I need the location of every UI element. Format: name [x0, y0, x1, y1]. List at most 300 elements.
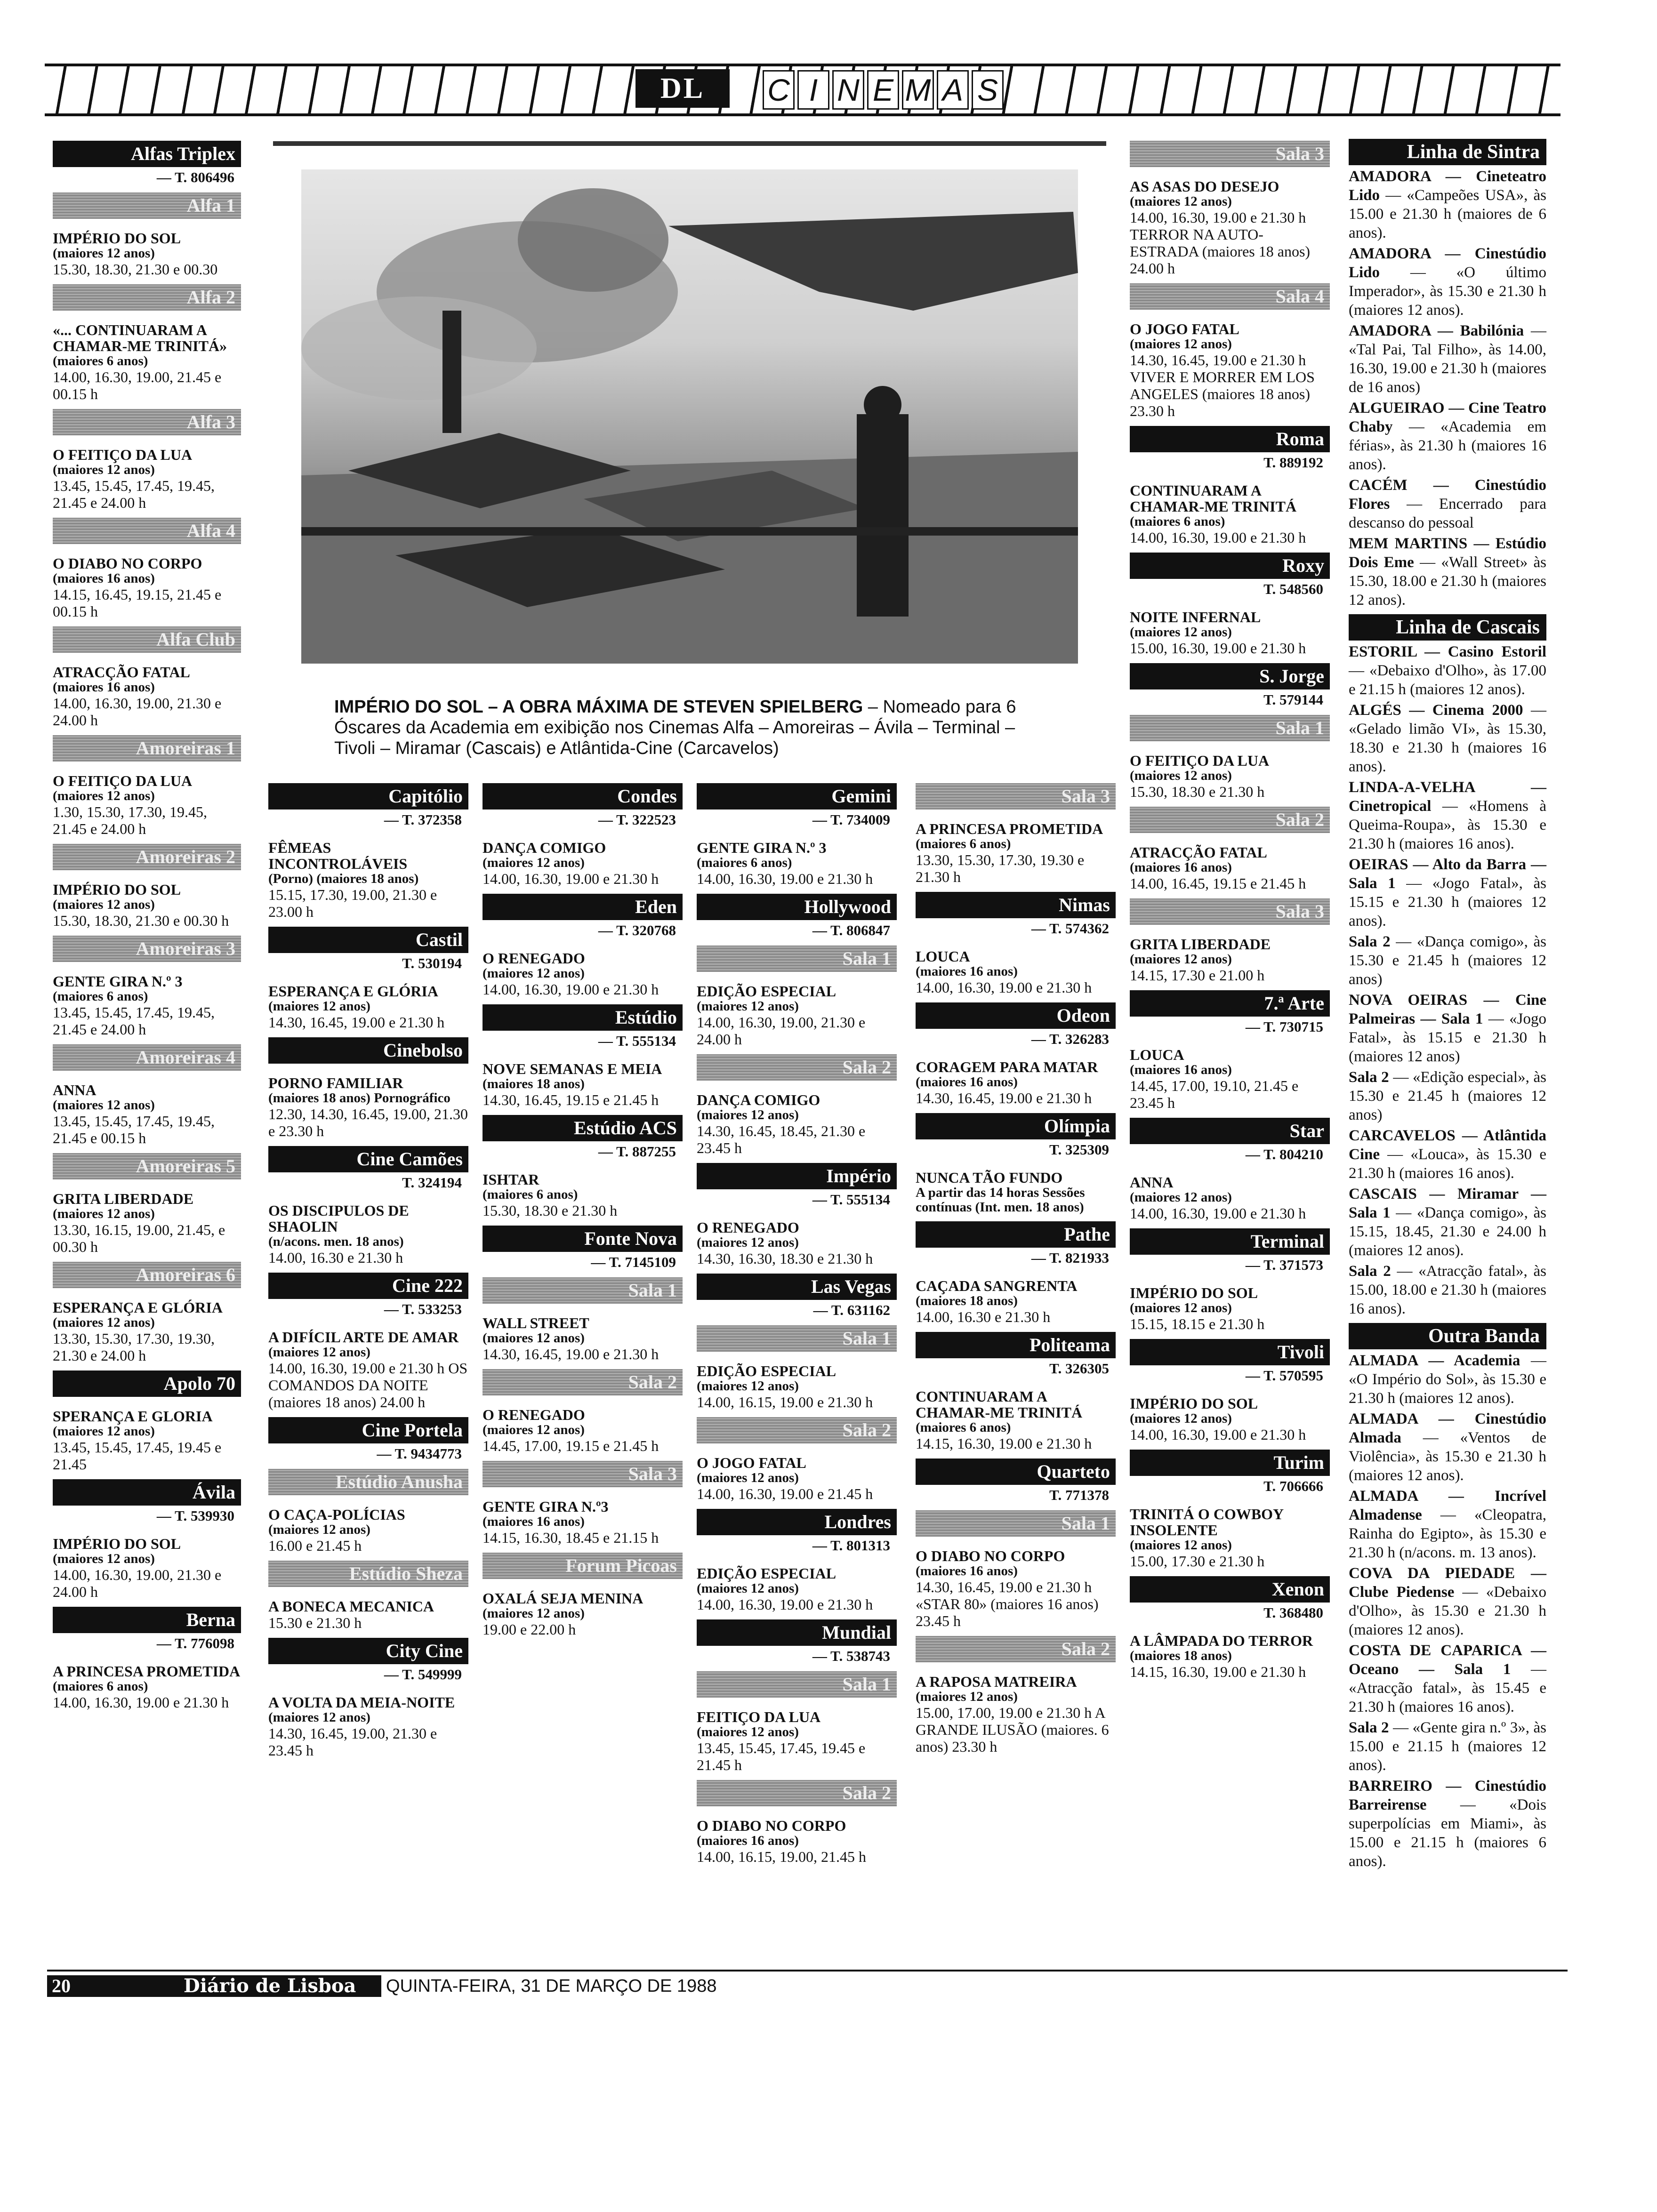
venue-program: — «Dança comigo», às 15.30 e 21.45 h (maiores 12 anos) — [1349, 933, 1546, 988]
showtimes: 14.30, 16.45, 19.00 e 21.30 h «STAR 80» (maiores 16 anos) 23.45 h — [916, 1579, 1099, 1629]
cinema-listing — [53, 626, 241, 729]
cinema-listing — [483, 894, 683, 998]
cinema-name-bar: Sala 2 — [697, 1417, 897, 1443]
regional-listing — [1349, 855, 1546, 930]
age-rating: (maiores 12 anos) — [1130, 194, 1232, 209]
cinema-phone: — T. 555134 — [598, 1033, 676, 1049]
venue-program: — «Tal Pai, Tal Filho», às 14.00, 16.30, 19.00 e 21.30 h (maiores de 16 anos) — [1349, 322, 1547, 396]
showtimes: 14.00, 16.15, 19.00 e 21.30 h — [697, 1394, 873, 1411]
cinema-name-bar: Sala 3 — [916, 783, 1116, 809]
cinema-name-bar: Gemini — [697, 783, 897, 809]
venue-program: — «Homens à Queima-Roupa», às 15.30 e 21.30 h (maiores 16 anos). — [1349, 798, 1546, 852]
showtimes: 13.30, 16.15, 19.00, 21.45, e 00.30 h — [53, 1221, 225, 1255]
regional-listing — [1349, 244, 1546, 320]
title-letter: S — [972, 70, 1004, 110]
film-title: CORAGEM PARA MATAR — [916, 1058, 1098, 1075]
venue-program: — «Dança comigo», às 15.15, 18.45, 21.30 e 24.00 h (maiores 12 anos). — [1349, 1204, 1546, 1259]
age-rating: (n/acons. men. 18 anos) — [268, 1234, 404, 1249]
cinema-name-bar: Star — [1130, 1118, 1330, 1144]
film-title: EDIÇÃO ESPECIAL — [697, 1362, 837, 1379]
cinema-phone: — T. 539930 — [156, 1507, 234, 1524]
film-title: ANNA — [1130, 1174, 1174, 1191]
age-rating: (maiores 6 anos) — [697, 855, 792, 870]
cinema-name-bar: 7.ª Arte — [1130, 990, 1330, 1017]
age-rating: (maiores 12 anos) — [1130, 952, 1232, 967]
cinema-phone: — T. 549999 — [384, 1666, 462, 1683]
footer-bar — [47, 1975, 381, 1997]
cinema-phone: — T. 574362 — [1031, 920, 1109, 937]
showtimes: 14.30, 16.45, 19.00 e 21.30 h — [916, 1090, 1092, 1106]
photo-frame — [273, 141, 1106, 697]
page-number: 20 — [52, 1975, 71, 1996]
age-rating: (maiores 12 anos) — [483, 1606, 585, 1621]
cinema-name-bar: Xenon — [1130, 1576, 1330, 1603]
cinema-listing — [697, 1780, 897, 1865]
cinema-listing — [697, 1619, 897, 1665]
age-rating: (maiores 12 anos) — [697, 1107, 799, 1122]
cinema-phone: — T. 804210 — [1245, 1146, 1323, 1162]
region-header: Linha de Sintra — [1349, 139, 1546, 165]
newspaper-logo: DL — [635, 69, 730, 108]
film-title: IMPÉRIO DO SOL — [1130, 1395, 1258, 1412]
cinema-name-bar: Sala 2 — [697, 1780, 897, 1806]
cinema-listing — [53, 409, 241, 511]
film-title: FÊMEAS INCONTROLÁVEIS — [268, 839, 408, 872]
showtimes: 15.30, 18.30, 21.30 e 00.30 h — [53, 912, 229, 929]
venue-program: — «Gente gira n.º 3», às 15.00 e 21.15 h (maiores 12 anos). — [1349, 1719, 1546, 1774]
cinema-phone: — T. 570595 — [1245, 1367, 1323, 1384]
age-rating: (maiores 12 anos) — [1130, 337, 1232, 352]
cinema-listing — [53, 735, 241, 837]
cinema-name-bar: Alfa 4 — [53, 518, 241, 544]
cinema-name-bar: Alfa 3 — [53, 409, 241, 435]
venue-name: BARREIRO — Cinestúdio Barreirense — [1349, 1778, 1546, 1813]
regional-listing — [1349, 991, 1546, 1066]
regional-listing — [1349, 1126, 1546, 1183]
film-title: GRITA LIBERDADE — [53, 1190, 194, 1207]
cinema-name-bar: Sala 4 — [1130, 283, 1330, 310]
cinema-listing — [1130, 715, 1330, 800]
age-rating: (maiores 12 anos) — [53, 246, 155, 261]
venue-name: Sala 2 — [1349, 1719, 1389, 1736]
age-rating: (maiores 6 anos) — [53, 989, 148, 1004]
venue-program: — «Debaixo d'Olho», às 15.30 e 21.30 h (maiores 12 anos). — [1349, 1584, 1547, 1638]
cinema-name-bar: Amoreiras 5 — [53, 1153, 241, 1179]
cinema-listing — [268, 1146, 468, 1266]
film-title: OXALÁ SEJA MENINA — [483, 1590, 643, 1607]
cinema-name-bar: Estúdio ACS — [483, 1115, 683, 1141]
age-rating: (maiores 18 anos) — [916, 1293, 1018, 1308]
film-title: LOUCA — [1130, 1046, 1184, 1063]
venue-program: — «Atracção fatal», às 15.00, 18.00 e 21.30 h (maiores 16 anos). — [1349, 1263, 1546, 1317]
age-rating: (maiores 6 anos) — [53, 1679, 148, 1694]
age-rating: (maiores 16 anos) — [483, 1514, 585, 1529]
venue-name: Sala 2 — [1349, 933, 1391, 950]
cinema-listing — [483, 1277, 683, 1362]
venue-name: COVA DA PIEDADE — Clube Piedense — [1349, 1565, 1546, 1601]
caption-headline: IMPÉRIO DO SOL – A OBRA MÁXIMA DE STEVEN SPIELBERG — [334, 697, 863, 717]
cinema-listing — [916, 1636, 1116, 1755]
age-rating: (maiores 12 anos) — [53, 1098, 155, 1113]
showtimes: 14.00, 16.30, 19.00, 21.30 e 24.00 h — [697, 1014, 866, 1048]
cinema-phone: T. 326305 — [1049, 1360, 1109, 1377]
cinema-phone: T. 706666 — [1263, 1478, 1323, 1494]
cinema-listing — [1130, 426, 1330, 546]
cinema-listing — [268, 1561, 468, 1631]
showtimes: 14.30, 16.30, 18.30 e 21.30 h — [697, 1250, 873, 1267]
showtimes: 12.30, 14.30, 16.45, 19.00, 21.30 e 23.30 h — [268, 1106, 468, 1139]
caption-text: – Nomeado para 6 Óscares da Academia em exibição nos Cinemas Alfa – Amoreiras – Ávila – Terminal – Tivoli – Miramar (Cascais) e Atlântida-Cine (Carcavelos) — [334, 697, 1016, 758]
age-rating: (maiores 18 anos) — [483, 1076, 585, 1091]
showtimes: 14.00, 16.30, 19.00 e 21.45 h — [697, 1485, 873, 1502]
showtimes: 14.30, 16.45, 19.00 e 21.30 h — [268, 1014, 445, 1031]
showtimes: 14.15, 16.30, 19.00 e 21.30 h — [1130, 1663, 1306, 1680]
showtimes: 14.00, 16.30 e 21.30 h — [916, 1308, 1051, 1325]
showtimes: 14.00, 16.30, 19.00, 21.45 e 00.15 h — [53, 369, 222, 402]
regional-listing — [1349, 1351, 1546, 1408]
cinema-phone: — T. 776098 — [156, 1635, 234, 1651]
film-title: PORNO FAMILIAR — [268, 1074, 403, 1091]
age-rating: (maiores 12 anos) — [53, 897, 155, 912]
cinema-listing — [483, 1115, 683, 1219]
cinema-phone: — T. 9434773 — [377, 1445, 462, 1462]
issue-date: QUINTA-FEIRA, 31 DE MARÇO DE 1988 — [386, 1976, 717, 1996]
section-title — [763, 70, 1006, 108]
cinema-name-bar: Sala 1 — [697, 946, 897, 972]
cinema-listing — [483, 783, 683, 887]
age-rating: (maiores 16 anos) — [916, 1074, 1018, 1090]
cinema-name-bar: Sala 3 — [483, 1461, 683, 1487]
regional-listing — [1349, 1641, 1546, 1716]
cinema-name-bar: Sala 2 — [1130, 807, 1330, 833]
cinema-name-bar: Nimas — [916, 892, 1116, 918]
cinema-name-bar: Sala 1 — [916, 1510, 1116, 1537]
showtimes: 13.45, 15.45, 17.45, 19.45 e 21.45 h — [697, 1739, 866, 1773]
cinema-name-bar: Estúdio — [483, 1004, 683, 1031]
cinema-listing — [268, 783, 468, 920]
cinema-listing — [483, 1004, 683, 1108]
age-rating: (maiores 12 anos) — [53, 462, 155, 477]
cinema-listing — [916, 1459, 1116, 1504]
venue-program: — «Ventos de Violência», às 15.30 e 21.30 h (maiores 12 anos). — [1349, 1429, 1546, 1484]
column-regional — [1349, 134, 1546, 1871]
cinema-name-bar: S. Jorge — [1130, 663, 1330, 689]
film-title: GENTE GIRA N.º3 — [483, 1498, 609, 1515]
age-rating: (maiores 12 anos) — [916, 1689, 1018, 1704]
cinema-name-bar: Forum Picoas — [483, 1553, 683, 1579]
cinema-name-bar: Mundial — [697, 1619, 897, 1646]
film-still-photo — [301, 169, 1078, 664]
section-banner — [45, 64, 1560, 116]
age-rating: (maiores 6 anos) — [916, 836, 1011, 851]
cinema-name-bar: Sala 3 — [1130, 898, 1330, 925]
showtimes: 14.15, 16.30, 19.00 e 21.30 h — [916, 1435, 1092, 1452]
film-title: O DIABO NO CORPO — [916, 1547, 1065, 1564]
venue-name: ESTORIL — Casino Estoril — [1349, 643, 1546, 660]
cinema-listing — [53, 844, 241, 929]
venue-name: CACÉM — Cinestúdio Flores — [1349, 477, 1546, 513]
cinema-listing — [916, 1221, 1116, 1325]
cinema-name-bar: Sala 1 — [697, 1325, 897, 1352]
age-rating: (maiores 12 anos) — [697, 999, 799, 1014]
venue-program: — «Edição especial», às 15.30 e 21.45 h (maiores 12 anos) — [1349, 1069, 1546, 1123]
cinema-listing — [1130, 990, 1330, 1111]
cinema-name-bar: Terminal — [1130, 1228, 1330, 1255]
cinema-listing — [1130, 898, 1330, 984]
film-title: NUNCA TÃO FUNDO — [916, 1169, 1063, 1186]
showtimes: 13.45, 15.45, 17.45, 19.45 e 21.45 — [53, 1439, 222, 1473]
film-title: OS DISCIPULOS DE SHAOLIN — [268, 1202, 409, 1235]
cinema-name-bar: Amoreiras 1 — [53, 735, 241, 761]
age-rating: (maiores 12 anos) — [268, 1345, 370, 1360]
film-title: IMPÉRIO DO SOL — [53, 230, 181, 247]
age-rating: (maiores 12 anos) — [483, 855, 585, 870]
venue-program: — «Debaixo d'Olho», às 17.00 e 21.15 h (maiores 12 anos). — [1349, 662, 1546, 698]
cinema-phone: T. 324194 — [402, 1174, 462, 1191]
venue-name: CASCAIS — Miramar — Sala 1 — [1349, 1186, 1546, 1221]
cinema-name-bar: Sala 2 — [483, 1369, 683, 1395]
age-rating: A partir das 14 horas Sessões contínuas (Int. men. 18 anos) — [916, 1185, 1085, 1215]
film-title: DANÇA COMIGO — [483, 839, 606, 856]
venue-name: OEIRAS — Alto da Barra — Sala 1 — [1349, 856, 1546, 892]
cinema-name-bar: Apolo 70 — [53, 1370, 241, 1397]
column-cinemas-c — [483, 777, 683, 1638]
cinema-listing — [916, 783, 1116, 885]
cinema-listing — [268, 1417, 468, 1462]
cinema-listing — [1130, 283, 1330, 419]
cinema-name-bar: Londres — [697, 1509, 897, 1535]
cinema-name-bar: Alfa Club — [53, 626, 241, 653]
showtimes: 16.00 e 21.45 h — [268, 1537, 362, 1554]
age-rating: (maiores 12 anos) — [1130, 1538, 1232, 1553]
regional-listing — [1349, 534, 1546, 609]
venue-program: — Encerrado para descanso do pessoal — [1349, 496, 1546, 531]
cinema-name-bar: Politeama — [916, 1332, 1116, 1358]
showtimes: 13.45, 15.45, 17.45, 19.45, 21.45 e 24.00 h — [53, 1004, 215, 1038]
film-title: A PRINCESA PROMETIDA — [53, 1663, 241, 1680]
age-rating: (maiores 12 anos) — [268, 999, 370, 1014]
film-title: TRINITÁ O COWBOY INSOLENTE — [1130, 1506, 1283, 1539]
cinema-name-bar: Estúdio Anusha — [268, 1469, 468, 1495]
cinema-listing — [53, 284, 241, 402]
cinema-listing — [1130, 141, 1330, 277]
cinema-listing — [268, 1469, 468, 1554]
regional-listing — [1349, 1185, 1546, 1260]
venue-program: — «Jogo Fatal», às 15.15 e 21.30 h (maiores 12 anos) — [1349, 1010, 1546, 1065]
venue-program: — «Atracção fatal», às 15.45 e 21.30 h (maiores 16 anos). — [1349, 1661, 1547, 1715]
cinema-phone: T. 771378 — [1049, 1487, 1109, 1503]
film-title: EDIÇÃO ESPECIAL — [697, 1565, 837, 1582]
age-rating: (maiores 12 anos) — [53, 1424, 155, 1439]
cinema-listing — [53, 1607, 241, 1711]
showtimes: 14.30, 16.45, 19.00 e 21.30 h — [483, 1346, 659, 1362]
cinema-phone: — T. 821933 — [1031, 1250, 1109, 1266]
cinema-phone: T. 368480 — [1263, 1604, 1323, 1621]
regional-listing — [1349, 932, 1546, 989]
film-title: DANÇA COMIGO — [697, 1091, 820, 1108]
showtimes: 13.45, 15.45, 17.45, 19.45, 21.45 e 00.15 h — [53, 1113, 215, 1146]
film-title: A LÂMPADA DO TERROR — [1130, 1632, 1313, 1649]
showtimes: 14.15, 16.30, 18.45 e 21.15 h — [483, 1529, 659, 1546]
venue-program: — «Dois superpolícias em Miami», às 15.00 e 21.15 h (maiores 6 anos). — [1349, 1796, 1546, 1870]
venue-name: COSTA DE CAPARICA — Oceano — Sala 1 — [1349, 1642, 1546, 1678]
showtimes: 14.30, 16.45, 19.00 e 21.30 h VIVER E MORRER EM LOS ANGELES (maiores 18 anos) 23.30 h — [1130, 352, 1315, 419]
age-rating: (maiores 16 anos) — [1130, 860, 1232, 875]
cinema-phone: — T. 320768 — [598, 922, 676, 938]
cinema-name-bar: Odeon — [916, 1002, 1116, 1029]
regional-listing — [1349, 1777, 1546, 1871]
showtimes: 14.30, 16.45, 19.15 e 21.45 h — [483, 1091, 659, 1108]
venue-program: — «Louca», às 15.30 e 21.30 h (maiores 16 anos). — [1349, 1146, 1546, 1182]
film-title: IMPÉRIO DO SOL — [53, 881, 181, 898]
film-title: EDIÇÃO ESPECIAL — [697, 983, 837, 1000]
cinema-listing — [268, 1037, 468, 1139]
film-title: AS ASAS DO DESEJO — [1130, 178, 1279, 195]
age-rating: (maiores 12 anos) — [53, 1551, 155, 1566]
cinema-listing — [268, 927, 468, 1031]
film-title: O JOGO FATAL — [697, 1454, 806, 1471]
venue-program: — «Jogo Fatal», às 15.15 e 21.30 h (maiores 12 anos). — [1349, 875, 1546, 930]
cinema-phone: — T. 326283 — [1031, 1031, 1109, 1047]
age-rating: (maiores 18 anos) Pornográfico — [268, 1090, 450, 1106]
cinema-name-bar: City Cine — [268, 1638, 468, 1664]
age-rating: (maiores 12 anos) — [1130, 625, 1232, 640]
film-title: ATRACÇÃO FATAL — [53, 664, 190, 681]
cinema-name-bar: Castil — [268, 927, 468, 953]
film-title: GENTE GIRA N.º 3 — [53, 973, 183, 990]
cinema-phone: T. 889192 — [1263, 454, 1323, 471]
cinema-listing — [483, 1461, 683, 1546]
cinema-listing — [53, 518, 241, 620]
venue-name: ALMADA — Incrível Almadense — [1349, 1488, 1546, 1523]
cinema-name-bar: Fonte Nova — [483, 1226, 683, 1252]
film-title: IMPÉRIO DO SOL — [1130, 1284, 1258, 1301]
cinema-listing — [483, 1553, 683, 1638]
film-title: LOUCA — [916, 948, 970, 965]
age-rating: (maiores 16 anos) — [697, 1833, 799, 1848]
cinema-name-bar: Roma — [1130, 426, 1330, 452]
cinema-name-bar: Alfa 1 — [53, 192, 241, 219]
cinema-listing — [697, 783, 897, 887]
venue-name: ALMADA — Cinestúdio Almada — [1349, 1411, 1546, 1446]
showtimes: 14.00, 16.30, 19.00 e 21.30 h — [697, 1596, 873, 1613]
film-title: WALL STREET — [483, 1314, 589, 1331]
cinema-name-bar: Sala 1 — [483, 1277, 683, 1304]
showtimes: 15.15, 18.15 e 21.30 h — [1130, 1315, 1265, 1332]
age-rating: (maiores 6 anos) — [53, 353, 148, 369]
cinema-listing — [916, 892, 1116, 996]
cinema-listing — [1130, 663, 1330, 708]
newspaper-name: Diário de Lisboa — [184, 1975, 356, 1997]
cinema-listing — [697, 894, 897, 939]
regional-listing — [1349, 1718, 1546, 1775]
venue-name: NOVA OEIRAS — Cine Palmeiras — Sala 1 — [1349, 992, 1546, 1027]
cinema-listing — [268, 1638, 468, 1759]
title-letter: E — [867, 70, 899, 110]
film-title: O RENEGADO — [483, 1406, 585, 1423]
showtimes: 14.00, 16.30, 19.00 e 21.30 h — [53, 1694, 229, 1711]
venue-name: CARCAVELOS — Atlântida Cine — [1349, 1127, 1546, 1163]
cinema-name-bar: Sala 3 — [1130, 141, 1330, 167]
showtimes: 15.30, 18.30 e 21.30 h — [483, 1202, 618, 1219]
age-rating: (maiores 6 anos) — [916, 1420, 1011, 1435]
cinema-name-bar: Olímpia — [916, 1113, 1116, 1139]
cinema-listing — [916, 1002, 1116, 1106]
regional-listing — [1349, 778, 1546, 853]
cinema-phone: — T. 533253 — [384, 1301, 462, 1317]
regional-listing — [1349, 1410, 1546, 1485]
age-rating: (maiores 12 anos) — [697, 1581, 799, 1596]
showtimes: 14.00, 16.30, 19.00 e 21.30 h — [483, 981, 659, 998]
cinema-phone: — T. 887255 — [598, 1143, 676, 1160]
venue-name: MEM MARTINS — Estúdio Dois Eme — [1349, 535, 1546, 571]
column-cinemas-d — [697, 777, 897, 1865]
cinema-name-bar: Alfa 2 — [53, 284, 241, 311]
cinema-listing — [697, 1274, 897, 1319]
venue-name: Sala 2 — [1349, 1263, 1391, 1280]
showtimes: 15.00, 17.00, 19.00 e 21.30 h A GRANDE ILUSÃO (maiores. 6 anos) 23.30 h — [916, 1704, 1109, 1755]
cinema-listing — [53, 1044, 241, 1146]
showtimes: 14.00, 16.30, 19.00, 21.30 e 24.00 h — [53, 1566, 222, 1600]
cinema-name-bar: Sala 1 — [1130, 715, 1330, 741]
showtimes: 14.00, 16.30, 19.00 e 21.30 h TERROR NA AUTO-ESTRADA (maiores 18 anos) 24.00 h — [1130, 209, 1311, 277]
column-cinemas-a — [53, 134, 241, 1711]
film-title: A DIFÍCIL ARTE DE AMAR — [268, 1329, 459, 1346]
regional-listing — [1349, 476, 1546, 532]
showtimes: 15.00, 16.30, 19.00 e 21.30 h — [1130, 640, 1306, 657]
showtimes: 13.30, 15.30, 17.30, 19.30 e 21.30 h — [916, 851, 1085, 885]
venue-program: — «Wall Street» às 15.30, 18.00 e 21.30 h (maiores 12 anos). — [1349, 554, 1547, 609]
film-title: ANNA — [53, 1082, 97, 1098]
cinema-name-bar: Amoreiras 6 — [53, 1262, 241, 1288]
film-title: NOITE INFERNAL — [1130, 609, 1261, 625]
venue-program: — «O último Imperador», às 15.30 e 21.30 h (maiores 12 anos). — [1349, 264, 1546, 319]
film-title: ATRACÇÃO FATAL — [1130, 844, 1267, 861]
cinema-name-bar: Las Vegas — [697, 1274, 897, 1300]
cinema-name-bar: Alfas Triplex — [53, 141, 241, 167]
cinema-name-bar: Amoreiras 2 — [53, 844, 241, 870]
venue-program: — «Cleopatra, Rainha do Egipto», às 15.30 e 21.30 h (n/acons. m. 13 anos). — [1349, 1507, 1546, 1561]
cinema-name-bar: Amoreiras 3 — [53, 936, 241, 962]
age-rating: (maiores 18 anos) — [1130, 1648, 1232, 1663]
title-letter: A — [937, 70, 969, 110]
age-rating: (maiores 12 anos) — [268, 1522, 370, 1537]
cinema-name-bar: Eden — [483, 894, 683, 920]
film-title: O JOGO FATAL — [1130, 321, 1239, 337]
cinema-listing — [483, 1226, 683, 1271]
film-still-illustration — [301, 169, 1078, 664]
cinema-phone: — T. 806496 — [156, 169, 234, 185]
cinema-listing — [916, 1113, 1116, 1215]
film-title: A PRINCESA PROMETIDA — [916, 820, 1103, 837]
film-title: A BONECA MECANICA — [268, 1598, 434, 1615]
cinema-listing — [1130, 1450, 1330, 1570]
cinema-phone: — T. 806847 — [812, 922, 890, 938]
venue-name: Sala 2 — [1349, 1069, 1389, 1086]
venue-name: ALGUEIRAO — Cine Teatro Chaby — [1349, 400, 1546, 435]
age-rating: (maiores 16 anos) — [1130, 1062, 1232, 1077]
showtimes: 19.00 e 22.00 h — [483, 1621, 576, 1638]
film-title: O FEITIÇO DA LUA — [53, 772, 193, 789]
regional-listing — [1349, 1262, 1546, 1318]
cinema-name-bar: Tivoli — [1130, 1339, 1330, 1365]
film-title: O DIABO NO CORPO — [53, 555, 202, 572]
film-title: CONTINUARAM A CHAMAR-ME TRINITÁ — [1130, 482, 1297, 515]
regional-listing — [1349, 321, 1546, 397]
cinema-phone: T. 548560 — [1263, 581, 1323, 597]
regional-listing — [1349, 642, 1546, 699]
film-title: GRITA LIBERDADE — [1130, 936, 1271, 953]
